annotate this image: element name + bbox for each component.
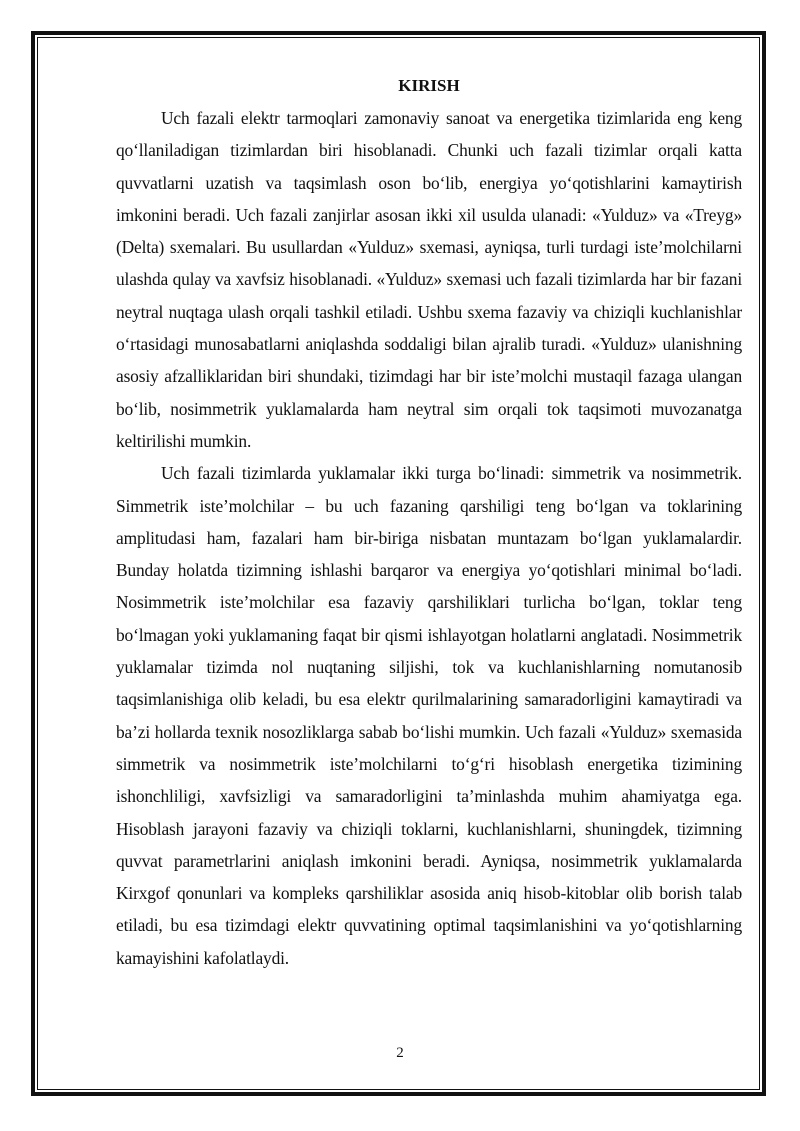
paragraph-1: Uch fazali elektr tarmoqlari zamonaviy sanoat va energetika tizimlarida eng keng qo‘llaniladigan tizimlardan biri hisoblanadi. Chunki uch fazali tizimlar orqali katta quvvatlarni uzatish va taqsimlash oson bo‘lib, energiya yo‘qotishlarini kamaytirish imkonini beradi. Uch fazali zanjirlar asosan ikki xil usulda ulanadi: «Yulduz» va «Treyg» (Delta) sxemalari. Bu usullardan «Yulduz» sxemasi, ayniqsa, turli turdagi iste’molchilarni ulashda qulay va xavfsiz hisoblanadi. «Yulduz» sxemasi uch fazali tizimlarda har bir fazani neytral nuqtaga ulash orqali tashkil etiladi. Ushbu sxema fazaviy va chiziqli kuchlanishlar o‘rtasidagi munosabatlarni aniqlashda soddaligi bilan ajralib turadi. «Yulduz» ulanishning asosiy afzalliklaridan biri shundaki, tizimdagi har bir iste’molchi mustaqil fazaga ulangan bo‘lib, nosimmetrik yuklamalarda ham neytral sim orqali tok taqsimoti muvozanatga keltirilishi mumkin. bbox=[116, 108, 742, 451]
paragraph-2: Uch fazali tizimlarda yuklamalar ikki turga bo‘linadi: simmetrik va nosimmetrik. Simmetrik iste’molchilar – bu uch fazaning qarshiligi teng bo‘lgan va toklarining amplitudasi ham, fazalari ham bir-biriga nisbatan muntazam bo‘lgan yuklamalardir. Bunday holatda tizimning ishlashi barqaror va energiya yo‘qotishlari minimal bo‘ladi. Nosimmetrik iste’molchilar esa fazaviy qarshiliklari turlicha bo‘lgan, toklar teng bo‘lmagan yoki yuklamaning faqat bir qismi ishlayotgan holatlarni anglatadi. Nosimmetrik yuklamalar tizimda nol nuqtaning siljishi, tok va kuchlanishlarning nomutanosib taqsimlanishiga olib keladi, bu esa elektr qurilmalarining samaradorligini kamaytiradi va ba’zi hollarda texnik nosozliklarga sabab bo‘lishi mumkin. Uch fazali «Yulduz» sxemasida simmetrik va nosimmetrik iste’molchilarni to‘g‘ri hisoblash energetika tizimining ishonchliligi, xavfsizligi va samaradorligini ta’minlashda muhim ahamiyatga ega. Hisoblash jarayoni fazaviy va chiziqli toklarni, kuchlanishlarni, shuningdek, tizimning quvvat parametrlarini aniqlash imkonini beradi. Ayniqsa, nosimmetrik yuklamalarda Kirxgof qonunlari va kompleks qarshiliklar asosida aniq hisob-kitoblar olib borish talab etiladi, bu esa tizimdagi elektr quvvatining optimal taqsimlanishini va yo‘qotishlarning kamayishini kafolatlaydi. bbox=[116, 463, 742, 968]
document-body bbox=[116, 75, 742, 974]
section-title: KIRISH bbox=[398, 76, 460, 95]
page-number: 2 bbox=[396, 1045, 404, 1061]
